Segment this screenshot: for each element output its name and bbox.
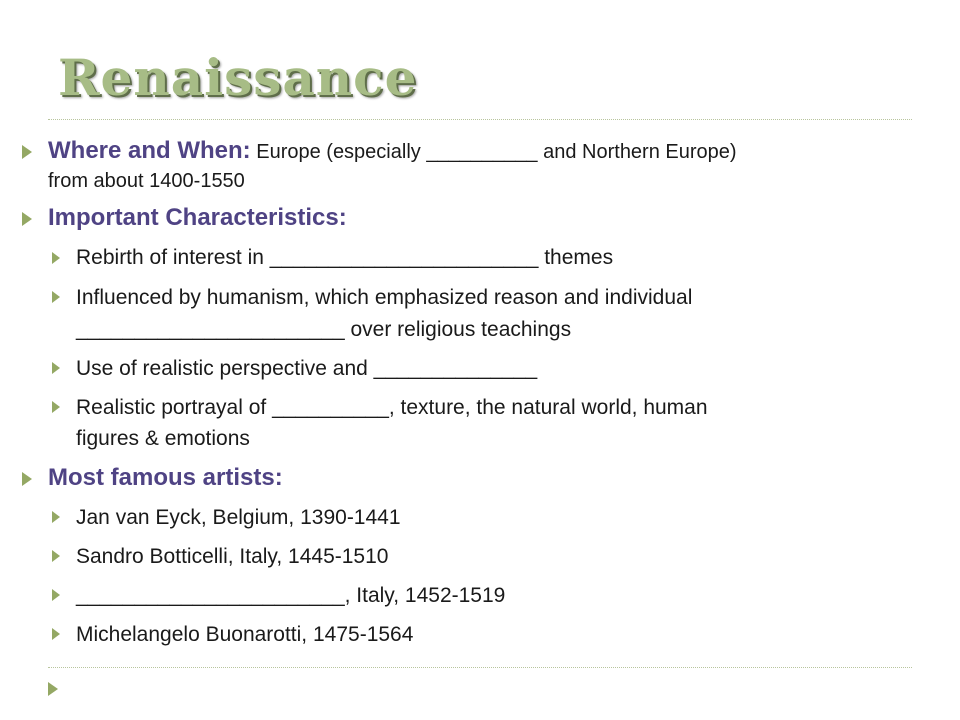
characteristics-heading	[48, 203, 928, 234]
slide-title: Renaissance	[58, 48, 418, 107]
artists-heading	[48, 463, 928, 494]
where-when-bullet	[48, 136, 928, 167]
top-divider	[48, 119, 912, 120]
sub-bullet-arrow-icon	[52, 550, 60, 562]
characteristics-label: Important Characteristics:	[48, 204, 347, 231]
artist-item: Jan van Eyck, Belgium, 1390-1441	[76, 506, 401, 529]
characteristic-item-continued: figures & emotions	[76, 427, 250, 450]
artist-item: Sandro Botticelli, Italy, 1445-1510	[76, 545, 389, 568]
artist-item: Michelangelo Buonarotti, 1475-1564	[76, 623, 414, 646]
where-when-text-line2: from about 1400-1550	[48, 170, 245, 192]
bullet-arrow-icon	[22, 472, 32, 486]
bottom-divider	[48, 667, 912, 668]
sub-bullet-arrow-icon	[52, 401, 60, 413]
artist-item: _______________________, Italy, 1452-1519	[76, 584, 506, 607]
sub-bullet-arrow-icon	[52, 362, 60, 374]
characteristic-item: Realistic portrayal of __________, texture, the natural world, human	[76, 396, 708, 419]
sub-bullet-arrow-icon	[52, 628, 60, 640]
where-when-label: Where and When:	[48, 137, 251, 164]
where-when-text: Europe (especially __________ and Northern Europe)	[250, 141, 737, 163]
characteristic-item: Rebirth of interest in _______________________ themes	[76, 246, 614, 269]
sub-bullet-arrow-icon	[52, 589, 60, 601]
sub-bullet-arrow-icon	[52, 252, 60, 264]
sub-bullet-arrow-icon	[52, 291, 60, 303]
artists-label: Most famous artists:	[48, 464, 283, 491]
characteristic-item-continued: _______________________ over religious teachings	[76, 318, 572, 341]
bullet-arrow-icon	[22, 145, 32, 159]
empty-bullet-arrow-icon	[48, 682, 58, 696]
characteristic-item: Use of realistic perspective and ______________	[76, 357, 538, 380]
bullet-arrow-icon	[22, 212, 32, 226]
sub-bullet-arrow-icon	[52, 511, 60, 523]
characteristic-item: Influenced by humanism, which emphasized reason and individual	[76, 286, 693, 309]
